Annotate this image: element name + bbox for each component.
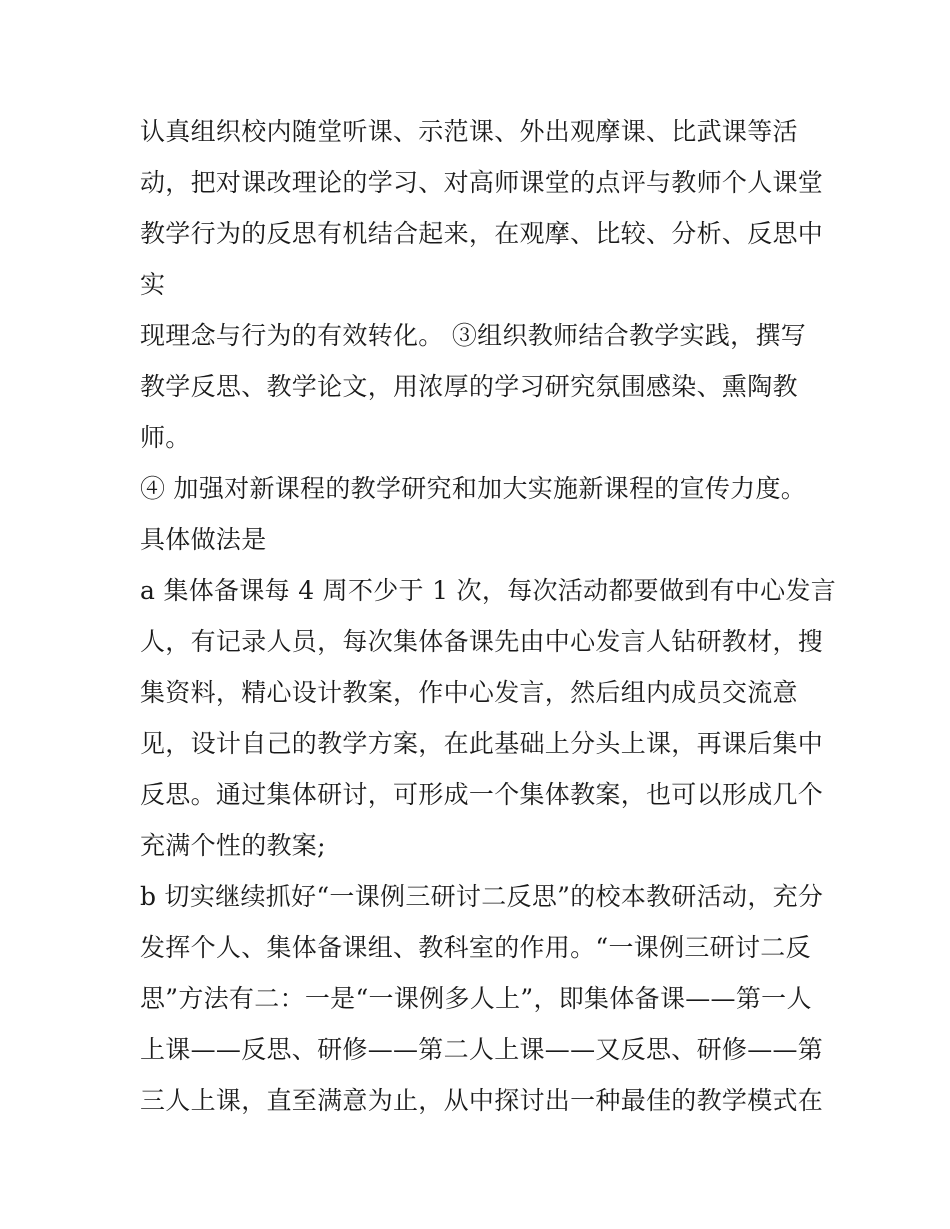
text-line-14: 反思。通过集体研讨，可形成一个集体教案，也可以形成几个 xyxy=(140,780,824,809)
text-line-19: 上课——反思、研修——第二人上课——又反思、研修——第 xyxy=(140,1035,824,1064)
text-line-12: 集资料，精心设计教案，作中心发言，然后组内成员交流意 xyxy=(140,678,798,707)
text-line-13: 见，设计自己的教学方案，在此基础上分头上课，再课后集中 xyxy=(140,729,824,758)
text-line-16: b 切实继续抓好“一课例三研讨二反思”的校本教研活动，充分 xyxy=(140,882,824,911)
text-line-1: 认真组织校内随堂听课、示范课、外出观摩课、比武课等活 xyxy=(140,117,798,146)
text-line-5: 现理念与行为的有效转化。 ③组织教师结合教学实践，撰写 xyxy=(140,321,807,350)
body-text xyxy=(140,106,837,1126)
text-line-18: 思”方法有二：一是“一课例多人上”，即集体备课——第一人 xyxy=(140,984,812,1013)
text-line-11: 人，有记录人员，每次集体备课先由中心发言人钻研教材，搜 xyxy=(140,627,824,656)
text-line-4: 实 xyxy=(140,270,166,299)
text-line-20: 三人上课，直至满意为止，从中探讨出一种最佳的教学模式在 xyxy=(140,1086,824,1115)
text-line-2: 动，把对课改理论的学习、对高师课堂的点评与教师个人课堂 xyxy=(140,168,824,197)
text-line-15: 充满个性的教案; xyxy=(140,831,326,860)
text-line-9: 具体做法是 xyxy=(140,525,267,554)
text-line-3: 教学行为的反思有机结合起来，在观摩、比较、分析、反思中 xyxy=(140,219,824,248)
text-line-17: 发挥个人、集体备课组、教科室的作用。“一课例三研讨二反 xyxy=(140,933,811,962)
text-line-6: 教学反思、教学论文，用浓厚的学习研究氛围感染、熏陶教 xyxy=(140,372,798,401)
text-line-10: a 集体备课每 4 周不少于 1 次，每次活动都要做到有中心发言 xyxy=(140,576,837,605)
text-line-8: ④ 加强对新课程的教学研究和加大实施新课程的宣传力度。 xyxy=(140,474,807,503)
text-line-7: 师。 xyxy=(140,423,191,452)
